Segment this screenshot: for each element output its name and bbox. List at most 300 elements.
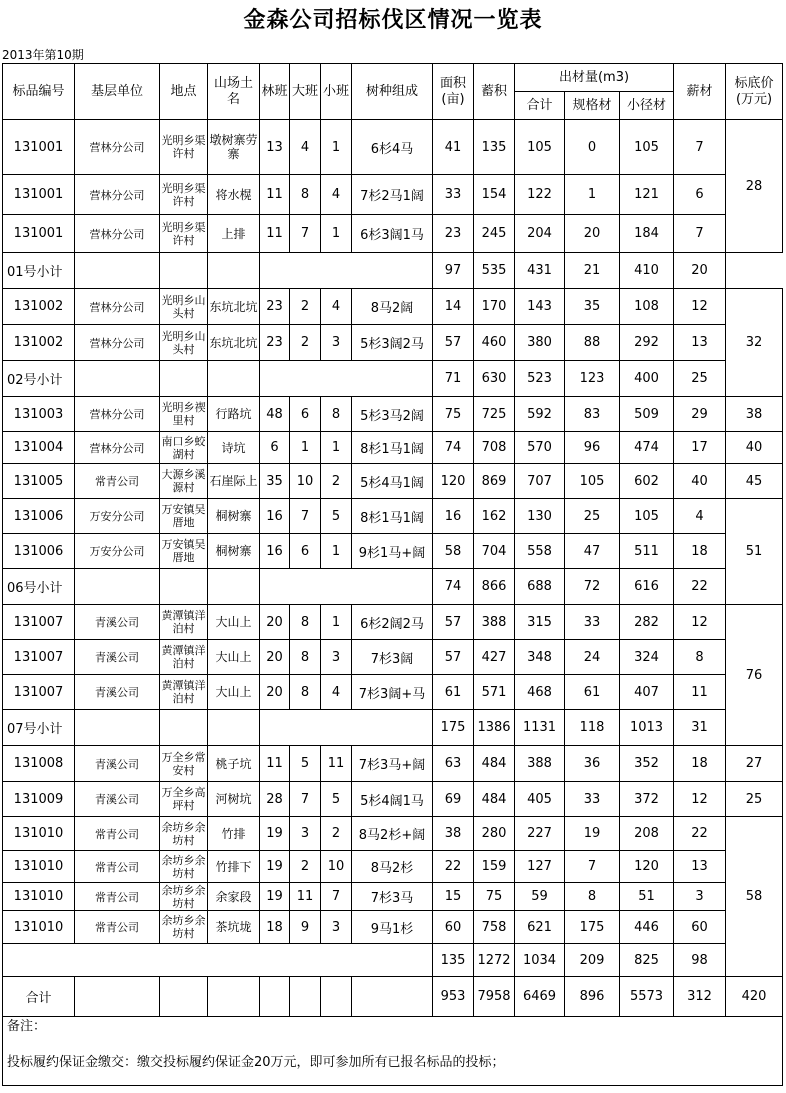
- output-total-cell: 204: [515, 215, 565, 253]
- output-total-cell: 688: [515, 569, 565, 605]
- volume-cell: 630: [474, 361, 515, 397]
- output-total-cell: 570: [515, 432, 565, 464]
- base-price-cell: 40: [726, 432, 783, 464]
- lin-ban-cell: 6: [260, 432, 290, 464]
- output-small-cell: 410: [620, 253, 674, 289]
- empty-cell: [160, 569, 208, 605]
- unit-cell: 营林分公司: [75, 325, 160, 361]
- volume-cell: 460: [474, 325, 515, 361]
- output-total-cell: 227: [515, 817, 565, 851]
- volume-cell: 869: [474, 464, 515, 499]
- output-spec-cell: 33: [565, 782, 620, 817]
- area-cell: 97: [433, 253, 474, 289]
- table-row: [3, 911, 783, 944]
- xiao-ban-cell: 5: [321, 782, 352, 817]
- site-name-cell: 东坑北坑: [208, 325, 260, 361]
- output-spec-cell: 96: [565, 432, 620, 464]
- species-cell: 5杉4马1阔: [352, 464, 433, 499]
- species-cell: 6杉2阔2马: [352, 605, 433, 640]
- volume-cell: 427: [474, 640, 515, 675]
- unit-cell: 营林分公司: [75, 289, 160, 325]
- output-spec-cell: 1: [565, 175, 620, 215]
- empty-cell: [321, 977, 352, 1017]
- output-small-cell: 511: [620, 534, 674, 569]
- col-header-guige: 规格材: [565, 92, 620, 120]
- lot-id-cell: 131010: [3, 851, 75, 883]
- area-cell: 74: [433, 432, 474, 464]
- notes-cell: [3, 1017, 783, 1086]
- unit-cell: 青溪公司: [75, 782, 160, 817]
- subtotal-label-cell: 01号小计: [3, 253, 75, 289]
- location-cell: 光明乡渠许村: [160, 120, 208, 175]
- firewood-cell: 13: [674, 851, 726, 883]
- lin-ban-cell: 23: [260, 325, 290, 361]
- output-total-cell: 523: [515, 361, 565, 397]
- output-total-cell: 315: [515, 605, 565, 640]
- unit-cell: 营林分公司: [75, 175, 160, 215]
- lin-ban-cell: 16: [260, 499, 290, 534]
- firewood-cell: 18: [674, 746, 726, 782]
- output-spec-cell: 72: [565, 569, 620, 605]
- output-small-cell: 1013: [620, 710, 674, 746]
- lin-ban-cell: 19: [260, 883, 290, 911]
- lot-id-cell: 131007: [3, 640, 75, 675]
- volume-cell: 7958: [474, 977, 515, 1017]
- site-name-cell: 大山上: [208, 675, 260, 710]
- species-cell: 9杉1马+阔: [352, 534, 433, 569]
- output-small-cell: 352: [620, 746, 674, 782]
- empty-cell: [260, 710, 433, 746]
- location-cell: 光明乡渠许村: [160, 215, 208, 253]
- area-cell: 74: [433, 569, 474, 605]
- lot-id-cell: 131007: [3, 605, 75, 640]
- site-name-cell: 石崖际上: [208, 464, 260, 499]
- empty-cell: [260, 977, 290, 1017]
- base-price-cell: 38: [726, 397, 783, 432]
- xiao-ban-cell: 7: [321, 883, 352, 911]
- bid-table: [2, 63, 783, 1086]
- area-cell: 38: [433, 817, 474, 851]
- output-small-cell: 616: [620, 569, 674, 605]
- firewood-cell: 12: [674, 289, 726, 325]
- lot-id-cell: 131004: [3, 432, 75, 464]
- species-cell: 8马2杉: [352, 851, 433, 883]
- lot-id-cell: 131010: [3, 883, 75, 911]
- base-price-cell: 27: [726, 746, 783, 782]
- area-cell: 61: [433, 675, 474, 710]
- species-cell: 9马1杉: [352, 911, 433, 944]
- xiao-ban-cell: 1: [321, 605, 352, 640]
- lot-id-cell: 131002: [3, 289, 75, 325]
- base-price-cell: 420: [726, 977, 783, 1017]
- area-cell: 16: [433, 499, 474, 534]
- xiao-ban-cell: 2: [321, 464, 352, 499]
- lin-ban-cell: 13: [260, 120, 290, 175]
- species-cell: 7杉3阔+马: [352, 675, 433, 710]
- volume-cell: 280: [474, 817, 515, 851]
- lin-ban-cell: 28: [260, 782, 290, 817]
- location-cell: 万安镇吴厝地: [160, 499, 208, 534]
- xiao-ban-cell: 3: [321, 640, 352, 675]
- lin-ban-cell: 11: [260, 175, 290, 215]
- lin-ban-cell: 23: [260, 289, 290, 325]
- table-row: [3, 782, 783, 817]
- xiao-ban-cell: 1: [321, 432, 352, 464]
- output-small-cell: 324: [620, 640, 674, 675]
- area-cell: 58: [433, 534, 474, 569]
- subtotal-label-cell: 07号小计: [3, 710, 75, 746]
- site-name-cell: 将水榥: [208, 175, 260, 215]
- subtotal-row: [3, 253, 783, 289]
- location-cell: 黄潭镇洋泊村: [160, 605, 208, 640]
- volume-cell: 245: [474, 215, 515, 253]
- species-cell: 8杉1马1阔: [352, 432, 433, 464]
- site-name-cell: 墩树寨劳寨: [208, 120, 260, 175]
- empty-cell: [352, 977, 433, 1017]
- lin-ban-cell: 16: [260, 534, 290, 569]
- empty-cell: [160, 977, 208, 1017]
- output-total-cell: 621: [515, 911, 565, 944]
- da-ban-cell: 6: [290, 397, 321, 432]
- output-total-cell: 105: [515, 120, 565, 175]
- empty-cell: [260, 253, 433, 289]
- table-body: [3, 120, 783, 1017]
- lin-ban-cell: 19: [260, 817, 290, 851]
- area-cell: 69: [433, 782, 474, 817]
- output-small-cell: 474: [620, 432, 674, 464]
- site-name-cell: 余家段: [208, 883, 260, 911]
- species-cell: 8马2阔: [352, 289, 433, 325]
- area-cell: 41: [433, 120, 474, 175]
- xiao-ban-cell: 4: [321, 675, 352, 710]
- location-cell: 黄潭镇洋泊村: [160, 675, 208, 710]
- output-total-cell: 431: [515, 253, 565, 289]
- volume-cell: 758: [474, 911, 515, 944]
- empty-cell: [290, 977, 321, 1017]
- lin-ban-cell: 20: [260, 640, 290, 675]
- firewood-cell: 12: [674, 605, 726, 640]
- species-cell: 5杉4阔1马: [352, 782, 433, 817]
- output-total-cell: 388: [515, 746, 565, 782]
- table-row: [3, 817, 783, 851]
- volume-cell: 535: [474, 253, 515, 289]
- unit-cell: 常青公司: [75, 464, 160, 499]
- firewood-cell: 22: [674, 569, 726, 605]
- site-name-cell: 桃子坑: [208, 746, 260, 782]
- empty-cell: [160, 253, 208, 289]
- firewood-cell: 11: [674, 675, 726, 710]
- output-total-cell: 6469: [515, 977, 565, 1017]
- location-cell: 万安镇吴厝地: [160, 534, 208, 569]
- da-ban-cell: 4: [290, 120, 321, 175]
- output-total-cell: 143: [515, 289, 565, 325]
- species-cell: 8马2杉+阔: [352, 817, 433, 851]
- output-small-cell: 105: [620, 120, 674, 175]
- unit-cell: 常青公司: [75, 851, 160, 883]
- output-total-cell: 592: [515, 397, 565, 432]
- location-cell: 黄潭镇洋泊村: [160, 640, 208, 675]
- empty-cell: [75, 710, 160, 746]
- table-row: [3, 605, 783, 640]
- xiao-ban-cell: 1: [321, 120, 352, 175]
- col-header-biaopin: 标品编号: [3, 64, 75, 120]
- lot-id-cell: 131006: [3, 499, 75, 534]
- lot-id-cell: 131005: [3, 464, 75, 499]
- empty-cell: [260, 361, 433, 397]
- lot-id-cell: 131001: [3, 120, 75, 175]
- da-ban-cell: 8: [290, 675, 321, 710]
- firewood-cell: 3: [674, 883, 726, 911]
- species-cell: 7杉3马: [352, 883, 433, 911]
- lot-id-cell: 131008: [3, 746, 75, 782]
- lot-id-cell: 131006: [3, 534, 75, 569]
- location-cell: 余坊乡余坊村: [161, 883, 206, 910]
- period-label: 2013年第10期: [2, 48, 84, 62]
- output-spec-cell: 35: [565, 289, 620, 325]
- base-price-cell: 25: [726, 782, 783, 817]
- empty-cell: [208, 710, 260, 746]
- output-total-cell: 122: [515, 175, 565, 215]
- output-spec-cell: 118: [565, 710, 620, 746]
- output-spec-cell: 33: [565, 605, 620, 640]
- base-price-cell: 51: [726, 499, 783, 605]
- lot-id-cell: 131010: [3, 817, 75, 851]
- location-cell: 光明乡渠许村: [160, 175, 208, 215]
- area-cell: 57: [433, 605, 474, 640]
- output-total-cell: 707: [515, 464, 565, 499]
- lin-ban-cell: 20: [260, 605, 290, 640]
- col-header-heji: 合计: [515, 92, 565, 120]
- output-spec-cell: 47: [565, 534, 620, 569]
- xiao-ban-cell: 11: [321, 746, 352, 782]
- empty-cell: [208, 977, 260, 1017]
- output-spec-cell: 8: [565, 883, 620, 911]
- site-name-cell: 行路坑: [208, 397, 260, 432]
- subtotal-label-cell: 02号小计: [3, 361, 75, 397]
- area-cell: 175: [433, 710, 474, 746]
- unit-cell: 营林分公司: [75, 120, 160, 175]
- area-cell: 22: [433, 851, 474, 883]
- output-spec-cell: 209: [565, 944, 620, 977]
- area-cell: 14: [433, 289, 474, 325]
- da-ban-cell: 6: [290, 534, 321, 569]
- unit-cell: 万安分公司: [75, 499, 160, 534]
- firewood-cell: 7: [674, 215, 726, 253]
- subtotal-label-cell: [3, 944, 433, 977]
- col-header-xincai: 薪材: [674, 64, 726, 120]
- output-total-cell: 405: [515, 782, 565, 817]
- base-price-cell: 76: [726, 605, 783, 746]
- area-cell: 120: [433, 464, 474, 499]
- table-row: [3, 640, 783, 675]
- volume-cell: 1386: [474, 710, 515, 746]
- output-small-cell: 400: [620, 361, 674, 397]
- output-spec-cell: 21: [565, 253, 620, 289]
- site-name-cell: 桐树寨: [208, 534, 260, 569]
- xiao-ban-cell: 3: [321, 911, 352, 944]
- output-small-cell: 372: [620, 782, 674, 817]
- volume-cell: 708: [474, 432, 515, 464]
- firewood-cell: 7: [674, 120, 726, 175]
- species-cell: 6杉3阔1马: [352, 215, 433, 253]
- site-name-cell: 诗坑: [208, 432, 260, 464]
- volume-cell: 725: [474, 397, 515, 432]
- firewood-cell: 312: [674, 977, 726, 1017]
- output-small-cell: 184: [620, 215, 674, 253]
- empty-cell: [260, 569, 433, 605]
- table-row: [3, 432, 783, 464]
- output-spec-cell: 0: [565, 120, 620, 175]
- output-spec-cell: 19: [565, 817, 620, 851]
- lot-id-cell: 131001: [3, 215, 75, 253]
- da-ban-cell: 7: [290, 499, 321, 534]
- table-row: [3, 289, 783, 325]
- da-ban-cell: 7: [290, 215, 321, 253]
- volume-cell: 388: [474, 605, 515, 640]
- col-header-didian: 地点: [160, 64, 208, 120]
- notes-label: 备注：: [7, 1019, 47, 1034]
- empty-cell: [75, 253, 160, 289]
- output-small-cell: 292: [620, 325, 674, 361]
- volume-cell: 170: [474, 289, 515, 325]
- output-spec-cell: 20: [565, 215, 620, 253]
- output-spec-cell: 61: [565, 675, 620, 710]
- output-total-cell: 130: [515, 499, 565, 534]
- firewood-cell: 8: [674, 640, 726, 675]
- output-small-cell: 5573: [620, 977, 674, 1017]
- unit-cell: 青溪公司: [75, 605, 160, 640]
- output-small-cell: 120: [620, 851, 674, 883]
- table-row: [3, 325, 783, 361]
- volume-cell: 571: [474, 675, 515, 710]
- output-spec-cell: 24: [565, 640, 620, 675]
- empty-cell: [75, 977, 160, 1017]
- location-cell: 大源乡溪源村: [160, 464, 208, 499]
- area-cell: 57: [433, 325, 474, 361]
- xiao-ban-cell: 1: [321, 534, 352, 569]
- firewood-cell: 20: [674, 253, 726, 289]
- table-row: [3, 120, 783, 175]
- col-header-daban: 大班: [290, 64, 321, 120]
- firewood-cell: 31: [674, 710, 726, 746]
- empty-cell: [208, 361, 260, 397]
- site-name-cell: 大山上: [208, 640, 260, 675]
- output-small-cell: 825: [620, 944, 674, 977]
- da-ban-cell: 11: [290, 883, 321, 911]
- lin-ban-cell: 48: [260, 397, 290, 432]
- output-small-cell: 108: [620, 289, 674, 325]
- species-cell: 5杉3马2阔: [352, 397, 433, 432]
- table-row: [3, 175, 783, 215]
- firewood-cell: 4: [674, 499, 726, 534]
- firewood-cell: 25: [674, 361, 726, 397]
- output-small-cell: 208: [620, 817, 674, 851]
- site-name-cell: 茶坑垅: [208, 911, 260, 944]
- xiao-ban-cell: 2: [321, 817, 352, 851]
- subtotal-label-cell: 06号小计: [3, 569, 75, 605]
- area-cell: 63: [433, 746, 474, 782]
- volume-cell: 484: [474, 782, 515, 817]
- area-cell: 71: [433, 361, 474, 397]
- area-cell: 75: [433, 397, 474, 432]
- area-cell: 23: [433, 215, 474, 253]
- table-row: [3, 464, 783, 499]
- output-small-cell: 121: [620, 175, 674, 215]
- unit-cell: 青溪公司: [75, 746, 160, 782]
- location-cell: 万全乡高坪村: [160, 782, 208, 817]
- species-cell: 6杉4马: [352, 120, 433, 175]
- col-header-linban: 林班: [260, 64, 290, 120]
- site-name-cell: 大山上: [208, 605, 260, 640]
- species-cell: 5杉3阔2马: [352, 325, 433, 361]
- area-cell: 135: [433, 944, 474, 977]
- firewood-cell: 40: [674, 464, 726, 499]
- location-cell: 余坊乡余坊村: [160, 911, 208, 944]
- output-spec-cell: 105: [565, 464, 620, 499]
- site-name-cell: 竹排: [208, 817, 260, 851]
- output-total-cell: 1034: [515, 944, 565, 977]
- output-small-cell: 105: [620, 499, 674, 534]
- output-spec-cell: 123: [565, 361, 620, 397]
- firewood-cell: 22: [674, 817, 726, 851]
- unit-cell: 常青公司: [75, 817, 160, 851]
- volume-cell: 154: [474, 175, 515, 215]
- base-price-cell: 45: [726, 464, 783, 499]
- col-header-xiaoban: 小班: [321, 64, 352, 120]
- output-total-cell: 1131: [515, 710, 565, 746]
- lin-ban-cell: 20: [260, 675, 290, 710]
- area-cell: 33: [433, 175, 474, 215]
- volume-cell: 1272: [474, 944, 515, 977]
- xiao-ban-cell: 5: [321, 499, 352, 534]
- output-small-cell: 446: [620, 911, 674, 944]
- output-spec-cell: 83: [565, 397, 620, 432]
- col-header-dijia: 标底价(万元): [726, 64, 783, 120]
- empty-cell: [208, 253, 260, 289]
- da-ban-cell: 8: [290, 605, 321, 640]
- page-title: 金森公司招标伐区情况一览表: [243, 7, 543, 33]
- lot-id-cell: 131003: [3, 397, 75, 432]
- unit-cell: 常青公司: [75, 911, 160, 944]
- firewood-cell: 6: [674, 175, 726, 215]
- firewood-cell: 60: [674, 911, 726, 944]
- lin-ban-cell: 11: [260, 746, 290, 782]
- location-cell: 光明乡山头村: [160, 289, 208, 325]
- total-label-cell: 合计: [3, 977, 75, 1017]
- empty-cell: [75, 569, 160, 605]
- volume-cell: 162: [474, 499, 515, 534]
- subtotal-row: [3, 944, 783, 977]
- output-total-cell: 468: [515, 675, 565, 710]
- lin-ban-cell: 18: [260, 911, 290, 944]
- unit-cell: 青溪公司: [75, 675, 160, 710]
- output-spec-cell: 175: [565, 911, 620, 944]
- col-header-chucai: 出材量(m3): [515, 64, 674, 92]
- subtotal-row: [3, 361, 783, 397]
- da-ban-cell: 1: [290, 432, 321, 464]
- unit-cell: 营林分公司: [75, 215, 160, 253]
- output-spec-cell: 88: [565, 325, 620, 361]
- firewood-cell: 13: [674, 325, 726, 361]
- volume-cell: 75: [474, 883, 515, 911]
- volume-cell: 135: [474, 120, 515, 175]
- col-header-shanchang: 山场土名: [208, 64, 260, 120]
- empty-cell: [75, 361, 160, 397]
- site-name-cell: 河树坑: [208, 782, 260, 817]
- location-cell: 万全乡常安村: [160, 746, 208, 782]
- table-row: [3, 851, 783, 883]
- unit-cell: 营林分公司: [75, 397, 160, 432]
